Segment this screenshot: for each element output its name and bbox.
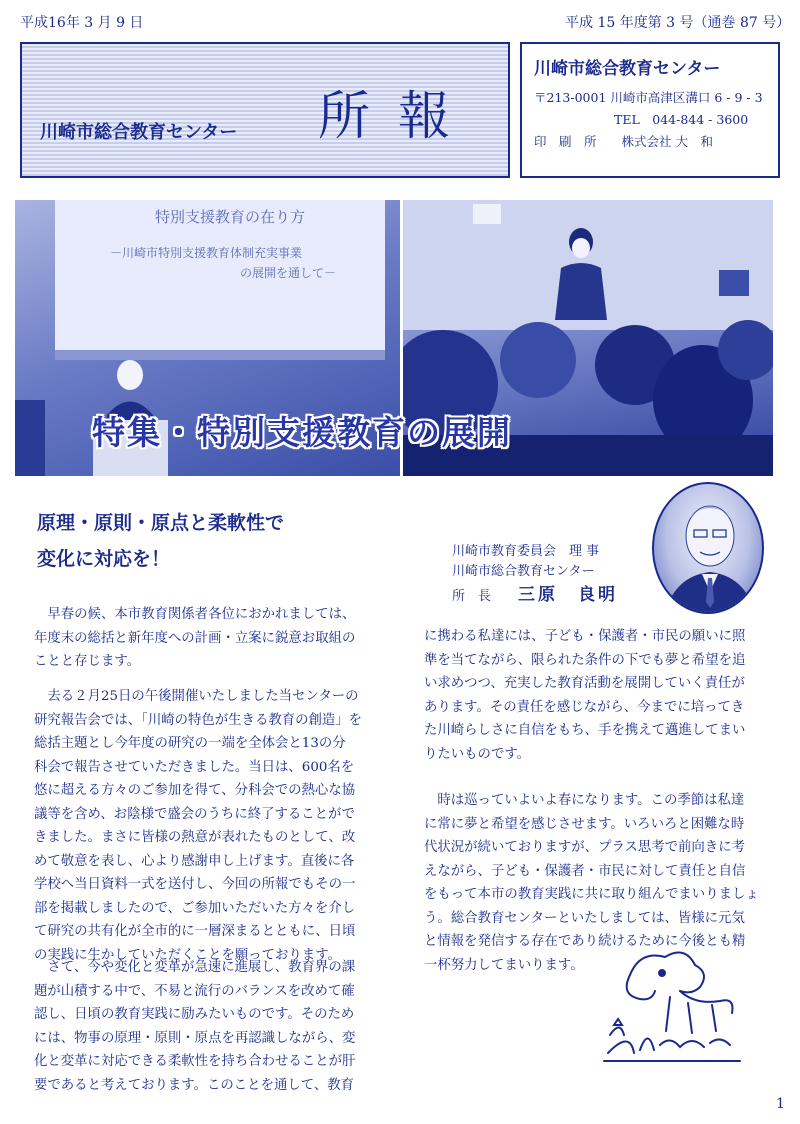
text-line: 早春の候、本市教育関係者各位におかれましては、 [34, 607, 356, 622]
body-left-paragraph-3 [34, 956, 355, 1097]
text-line: 時は巡っていよいよ春になります。この季節は私達 [424, 793, 745, 808]
text-line: 化と変革に対応できる柔軟性を持ち合わせることが肝 [34, 1054, 356, 1069]
masthead-subtitle: 川崎市総合教育センター [40, 122, 238, 143]
byline-title-1: 川崎市教育委員会 理 事 [452, 544, 600, 559]
body-right-paragraph-1 [424, 625, 745, 766]
portrait-figure [654, 484, 764, 614]
text-line: い求めつつ、充実した教育活動を展開していく責任が [424, 676, 745, 691]
subheadline-line-1: 原理・原則・原点と柔軟性で [37, 512, 285, 534]
text-line: 議等を含め、お陰様で盛会のうちに終了することがで [34, 806, 355, 822]
publisher-box [520, 42, 780, 178]
text-line: 認し、日頃の教育実践に励みたいものです。そのため [34, 1007, 355, 1022]
body-left-paragraph-1 [34, 603, 355, 674]
text-line: ことと存じます。 [34, 654, 141, 669]
feature-headline: 特集・特別支援教育の展開 [92, 413, 512, 452]
text-line: に携わる私達には、子ども・保護者・市民の願いに照 [424, 629, 746, 644]
text-line: 代状況が続いておりますが、プラス思考で前向きに考 [424, 840, 745, 855]
byline-title-2: 川崎市総合教育センター [452, 564, 595, 579]
text-line: 悠に超える方々のご参加を得て、分科会での熱心な協 [34, 783, 356, 798]
publisher-address: 〒213-0001 川崎市高津区溝口 6 - 9 - 3 [534, 90, 763, 105]
publisher-name: 川崎市総合教育センター [534, 59, 721, 79]
text-line: りたいものです。 [424, 746, 531, 762]
dog-illustration [600, 935, 745, 1070]
masthead [20, 42, 510, 178]
text-line: さて、今や変化と変革が急速に進展し、教育界の課 [34, 960, 356, 975]
text-line: 総括主題とし今年度の研究の一端を全体会と13の分 [34, 736, 346, 751]
byline-role: 所 長 [452, 589, 505, 604]
text-line: 科会で報告させていただきました。当日は、600名を [34, 759, 355, 775]
text-line: には、物事の原理・原則・原点を再認識しながら、変 [34, 1030, 356, 1046]
text-line: をもって本市の教育実践に共に取り組んでまいりましょ [424, 887, 759, 902]
issue-date: 平成16年 3 月 9 日 [20, 15, 144, 31]
director-portrait [652, 482, 764, 614]
text-line: う。総合教育センターといたしましては、皆様に元気 [424, 910, 745, 926]
text-line: て研究の共有化が全市的に一層深まるとともに、日頃 [34, 924, 356, 939]
masthead-title: 所報 [318, 87, 479, 147]
text-line: 年度末の総括と新年度への計画・立案に鋭意お取組の [34, 630, 356, 646]
text-line: 研究報告会では、「川崎の特色が生きる教育の創造」を [34, 712, 363, 728]
text-line: 去る２月25日の午後開催いたしました当センターの [34, 689, 359, 704]
byline-director [452, 580, 618, 605]
text-line: の実践に生かしていただくことを願っております。 [34, 947, 341, 963]
page-number: 1 [776, 1096, 785, 1112]
text-line: めて敬意を表し、心より感謝申し上げます。直後に各 [34, 853, 355, 869]
screen-line-2: の展開を通して－ [240, 266, 337, 280]
text-line: あります。その責任を感じながら、今までに培ってき [424, 699, 745, 715]
text-line: 一杯努力してまいります。 [424, 957, 584, 973]
issue-number: 平成 15 年度第 3 号（通巻 87 号） [565, 15, 791, 31]
screen-line-1: －川崎市特別支援教育体制充実事業 [110, 246, 303, 260]
text-line: と情報を発信する存在であり続けるために今後とも精 [424, 934, 746, 949]
text-line: 学校へ当日資料一式を送付し、今回の所報でもその一 [34, 877, 356, 892]
subheadline-line-2: 変化に対応を！ [37, 548, 171, 570]
text-line: 準を当てながら、限られた条件の下でも夢と希望を追 [424, 652, 746, 668]
text-line: 題が山積する中で、不易と流行のバランスを改めて確 [34, 983, 355, 999]
byline-name: 三原 良明 [518, 585, 619, 605]
text-line: きました。まさに皆様の熱意が表れたものとして、改 [34, 830, 356, 845]
body-left-paragraph-2 [34, 685, 362, 967]
publisher-printer: 印 刷 所 株式会社 大 和 [534, 134, 713, 149]
screen-title: 特別支援教育の在り方 [155, 208, 306, 226]
text-line: 要であると考えております。このことを通して、教育 [34, 1077, 355, 1093]
text-line: た川崎らしさに自信をもち、手を携えて邁進してまい [424, 723, 746, 738]
publisher-tel: TEL 044-844 - 3600 [614, 112, 749, 127]
text-line: 部を掲載しましたので、ご参加いただいた方々を介し [34, 900, 356, 916]
text-line: えながら、子ども・保護者・市民に対して責任と自信 [424, 863, 746, 879]
text-line: に常に夢と希望を感じさせます。いろいろと困難な時 [424, 816, 745, 832]
